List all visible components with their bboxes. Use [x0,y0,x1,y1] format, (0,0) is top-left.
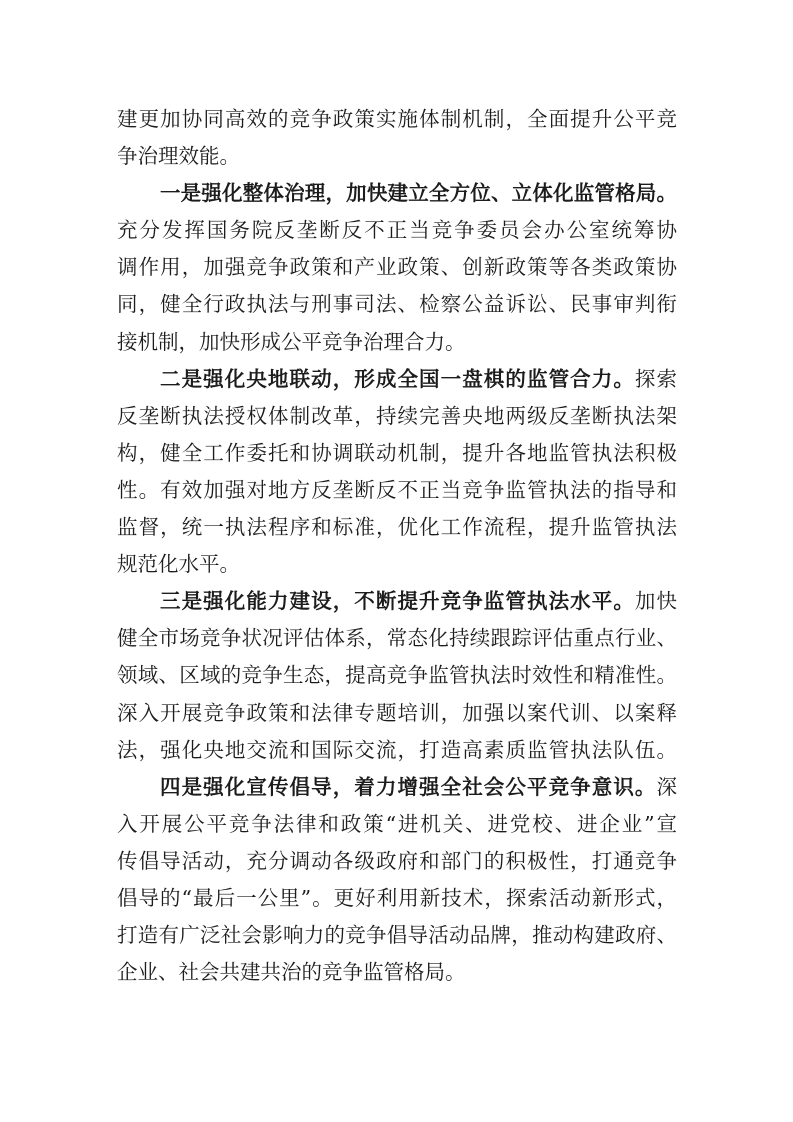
text-line [117,249,677,286]
text-line [117,954,677,991]
text-line [117,101,677,138]
lead-sentence: 四是强化宣传倡导，着力增强全社会公平竞争意识。 [160,774,657,799]
line-text: 争治理效能。 [117,144,240,169]
line-text: 企业、社会共建共治的竞争监管格局。 [117,960,466,985]
text-line [117,732,677,769]
line-text: 深 [656,774,677,799]
line-text: 深入开展竞争政策和法律专题培训，加强以案代训、以案释 [117,700,677,725]
line-text: 传倡导活动，充分调动各级政府和部门的积极性，打通竞争 [117,848,677,873]
text-line [117,212,677,249]
text-line [117,880,677,917]
line-text: 打造有广泛社会影响力的竞争倡导活动品牌，推动构建政府、 [117,923,677,948]
body-text [117,101,677,991]
text-line [117,361,677,398]
line-text: 法，强化央地交流和国际交流，打造高素质监管执法队伍。 [117,737,677,762]
line-text: 规范化水平。 [117,552,240,577]
line-text: 调作用，加强竞争政策和产业政策、创新政策等各类政策协 [117,255,677,280]
text-line [117,695,677,732]
lead-sentence: 一是强化整体治理，加快建立全方位、立体化监管格局。 [160,181,677,206]
text-line [117,769,677,806]
text-line [117,657,677,694]
text-line [117,324,677,361]
text-line [117,806,677,843]
line-text: 性。有效加强对地方反垄断反不正当竞争监管执法的指导和 [117,477,677,502]
text-line [117,917,677,954]
text-line [117,398,677,435]
text-line [117,175,677,212]
lead-sentence: 三是强化能力建设，不断提升竞争监管执法水平。 [160,589,635,614]
text-line [117,472,677,509]
line-text: 充分发挥国务院反垄断反不正当竞争委员会办公室统筹协 [117,218,677,243]
paragraph-1 [117,175,677,360]
line-text: 建更加协同高效的竞争政策实施体制机制，全面提升公平竞 [117,107,677,131]
text-line [117,583,677,620]
line-text: 同，健全行政执法与刑事司法、检察公益诉讼、民事审判衔 [117,292,677,317]
line-text: 监督，统一执法程序和标准，优化工作流程，提升监管执法 [117,515,677,540]
text-line [117,435,677,472]
line-text: 构，健全工作委托和协调联动机制，提升各地监管执法积极 [117,440,677,465]
text-line [117,138,677,175]
paragraph-4 [117,769,677,992]
text-line [117,286,677,323]
line-text: 反垄断执法授权体制改革，持续完善央地两级反垄断执法架 [117,403,677,428]
text-line [117,843,677,880]
paragraph-3 [117,583,677,768]
text-line [117,620,677,657]
line-text: 入开展公平竞争法律和政策“进机关、进党校、进企业”宣 [117,811,677,836]
paragraph-continuation [117,101,677,175]
line-text: 探索 [634,366,678,391]
line-text: 倡导的“最后一公里”。更好利用新技术，探索活动新形式， [117,885,677,910]
lead-sentence: 二是强化央地联动，形成全国一盘棋的监管合力。 [160,366,635,391]
line-text: 接机制，加快形成公平竞争治理合力。 [117,329,466,354]
line-text: 领域、区域的竞争生态，提高竞争监管执法时效性和精准性。 [117,663,677,688]
text-line [117,546,677,583]
text-line [117,509,677,546]
line-text: 加快 [634,589,678,614]
paragraph-2 [117,361,677,584]
line-text: 健全市场竞争状况评估体系，常态化持续跟踪评估重点行业、 [117,626,677,651]
